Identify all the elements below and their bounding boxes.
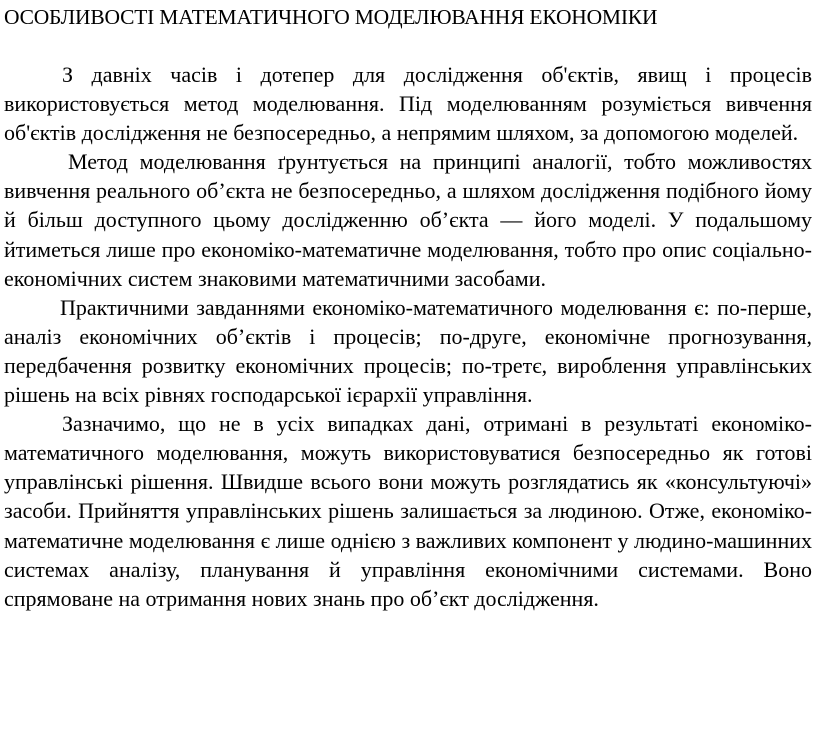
- document-body: [4, 60, 812, 613]
- paragraph-consulting-tools: Зазначимо, що не в усіх випадках дані, отримані в результаті економіко-математичного моделювання, можуть використовуватися безпосередньо як готові управлінські рішення. Швидше всього вони можуть розглядатись як «консультуючі» засоби. Прийняття управлінських рішень залишається за людиною. Отже, економіко-математичне моделювання є лише однією з важливих компонент у людино-машинних системах аналізу, планування й управління економічними системами. Воно спрямоване на отримання нових знань про об’єкт дослідження.: [4, 411, 812, 611]
- paragraph-practical-tasks: Практичними завданнями економіко-математичного моделювання є: по-перше, аналіз економічних об’єктів і процесів; по-друге, економічне прогнозування, передбачення розвитку економічних процесів; по-третє, вироблення управлінських рішень на всіх рівнях господарської ієрархії управління.: [4, 294, 812, 408]
- paragraph-analogy-principle: Метод моделювання ґрунтується на принципі аналогії, тобто можливостях вивчення реального об’єкта не безпосередньо, а шляхом дослідження подібного йому й більш доступного цьому дослідженню об’єкта — його моделі. У подальшому йтиметься лише про економіко-математичне моделювання, тобто про опис соціально-економічних систем знаковими математичними засобами.: [4, 149, 812, 291]
- document-title: ОСОБЛИВОСТІ МАТЕМАТИЧНОГО МОДЕЛЮВАННЯ ЕКОНОМІКИ: [4, 5, 658, 29]
- paragraph-modeling-method: З давніх часів і дотепер для дослідження об'єктів, явищ і процесів використовується метод моделювання. Під моделюванням розуміється вивчення об'єктів дослідження не безпосередньо, а непрямим шляхом, за допомогою моделей.: [4, 62, 812, 146]
- document-page: [4, 0, 812, 613]
